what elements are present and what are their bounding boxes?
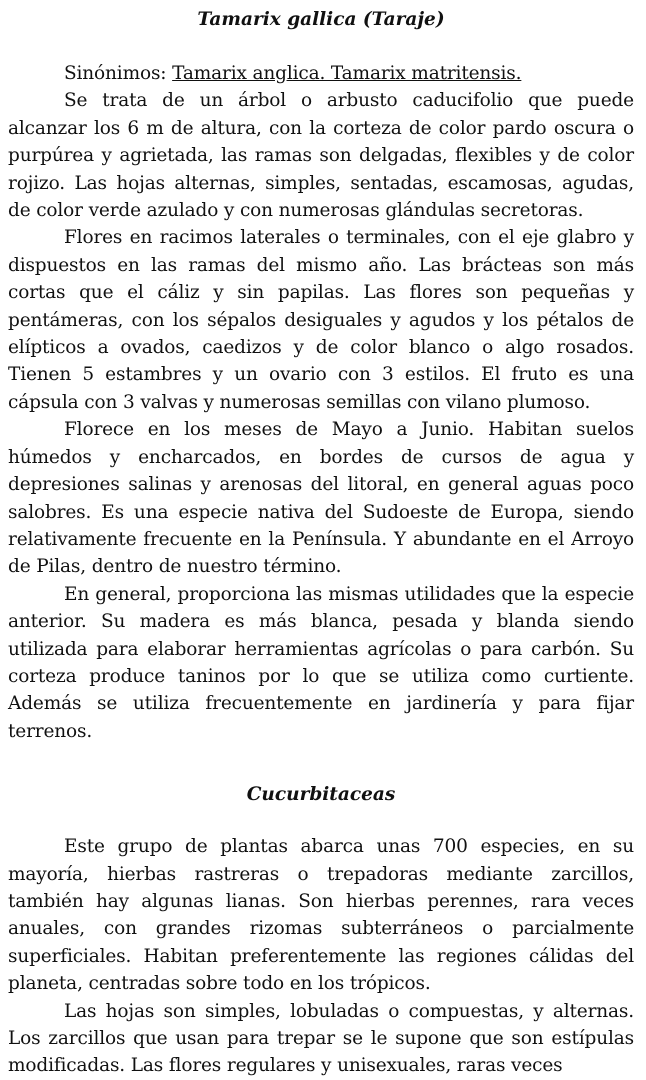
- section-title-cucurbitaceas: Cucurbitaceas: [246, 784, 396, 806]
- section-title-tamarix-gallica: Tamarix gallica (Taraje): [197, 9, 445, 30]
- synonyms-value: Tamarix anglica. Tamarix matritensis.: [172, 63, 522, 84]
- paragraph-habitat: Florece en los meses de Mayo a Junio. Habitan suelos húmedos y encharcados, en bordes de cursos de agua y depresiones salinas y arenosas del litoral, en general aguas poco salobres. Es una especie nativa del Sudoeste de Europa, siendo relativamente frecuente en la Península. Y abundante en el Arroyo de Pilas, dentro de nuestro término.: [8, 419, 634, 578]
- synonyms-label: Sinónimos:: [64, 63, 173, 84]
- paragraph-leaves: Las hojas son simples, lobuladas o compuestas, y alternas. Los zarcillos que usan para trepar se le supone que son estípulas modificadas. Las flores regulares y unisexuales, raras veces: [8, 1000, 634, 1077]
- paragraph-group-overview: Este grupo de plantas abarca unas 700 especies, en su mayoría, hierbas rastreras o trepadoras mediante zarcillos, también hay algunas lianas. Son hierbas perennes, rara veces anuales, con grandes rizomas subterráneos o parcialmente superficiales. Habitan preferentemente las regiones cálidas del planeta, centradas sobre todo en los trópicos.: [8, 836, 634, 995]
- document-page: [8, 6, 634, 1080]
- synonyms-line: [8, 60, 634, 87]
- paragraph-uses: En general, proporciona las mismas utilidades que la especie anterior. Su madera es más blanca, pesada y blanda siendo utilizada para elaborar herramientas agrícolas o para carbón. Su corteza produce taninos por lo que se utiliza como curtiente. Además se utiliza frecuentemente en jardinería y para fijar terrenos.: [8, 583, 634, 742]
- paragraph-flowers: Flores en racimos laterales o terminales, con el eje glabro y dispuestos en las ramas del mismo año. Las brácteas son más cortas que el cáliz y sin papilas. Las flores son pequeñas y pentámeras, con los sépalos desiguales y agudos y los pétalos de elípticos a ovados, caedizos y de color blanco o algo rosados. Tienen 5 estambres y un ovario con 3 estilos. El fruto es una cápsula con 3 valvas y numerosas semillas con vilano plumoso.: [8, 227, 634, 413]
- paragraph-description: Se trata de un árbol o arbusto caducifolio que puede alcanzar los 6 m de altura, con la corteza de color pardo oscura o purpúrea y agrietada, las ramas son delgadas, flexibles y de color rojizo. Las hojas alternas, simples, sentadas, escamosas, agudas, de color verde azulado y con numerosas glándulas secretoras.: [8, 90, 634, 222]
